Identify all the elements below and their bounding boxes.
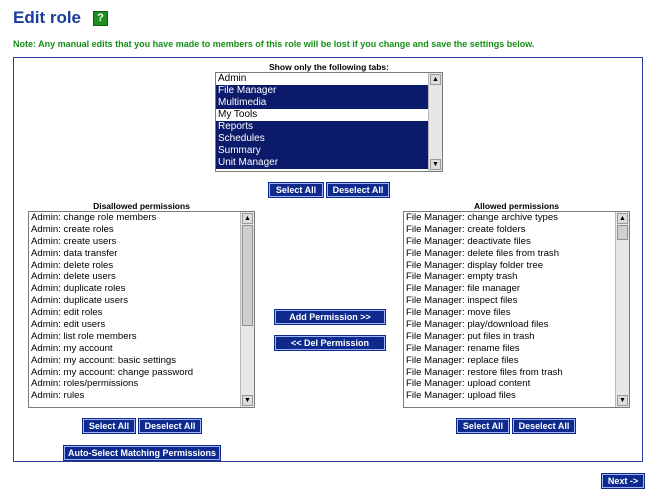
list-item[interactable]: Admin: list role members [31,330,137,342]
disallowed-scrollbar[interactable] [240,212,254,407]
list-item[interactable]: File Manager: upload files [406,390,516,402]
list-item[interactable]: File Manager: empty trash [406,271,518,283]
list-item[interactable]: Unit Manager [216,157,428,169]
list-item[interactable]: File Manager: move files [406,307,511,319]
allowed-scrollbar[interactable] [615,212,629,407]
list-item[interactable]: Admin: my account: change password [31,366,194,378]
list-item[interactable]: Admin: delete users [31,271,116,283]
list-item[interactable]: Admin: create roles [31,223,114,235]
allowed-label: Allowed permissions [473,201,560,211]
scrollbar-thumb[interactable] [242,225,253,326]
scroll-up-icon[interactable]: ▲ [242,213,253,224]
list-item[interactable]: File Manager: rename files [406,342,520,354]
list-item[interactable]: File Manager: upload content [406,378,531,390]
list-item[interactable]: File Manager: change archive types [406,212,558,223]
tabs-scrollbar[interactable] [428,73,442,171]
list-item[interactable]: Admin: my account [31,342,113,354]
tabs-listbox[interactable] [215,72,443,172]
list-item[interactable]: File Manager: create folders [406,223,526,235]
disallowed-label: Disallowed permissions [93,201,190,211]
list-item[interactable]: Admin: create users [31,235,117,247]
disallowed-deselect-all-button[interactable]: Deselect All [139,419,201,433]
disallowed-listbox[interactable] [28,211,255,408]
list-item[interactable]: Admin: edit roles [31,307,103,319]
list-item[interactable]: My Tools [218,109,258,120]
allowed-deselect-all-button[interactable]: Deselect All [513,419,575,433]
list-item[interactable]: Admin: change role members [31,212,157,223]
list-item[interactable]: Admin: edit users [31,319,106,331]
list-item[interactable]: Admin: my account: basic settings [31,354,177,366]
scroll-up-icon[interactable]: ▲ [617,213,628,224]
list-item[interactable]: Admin: rules [31,390,85,402]
tabs-label: Show only the following tabs: [269,62,389,72]
list-item[interactable]: Reports [216,121,428,133]
list-item[interactable]: File Manager [216,85,428,97]
list-item[interactable]: File Manager: file manager [406,283,521,295]
list-item[interactable]: Admin: duplicate roles [31,283,126,295]
help-icon[interactable]: ? [93,11,108,26]
list-item[interactable]: Admin: roles/permissions [31,378,139,390]
page-title: Edit role [13,8,82,27]
list-item[interactable]: Schedules [216,133,428,145]
list-item[interactable]: File Manager: put files in trash [406,330,535,342]
tabs-deselect-all-button[interactable]: Deselect All [327,183,389,197]
next-button[interactable]: Next -> [602,474,644,488]
list-item[interactable]: File Manager: restore files from trash [406,366,563,378]
allowed-listbox[interactable] [403,211,630,408]
list-item[interactable]: Admin: data transfer [31,247,118,259]
list-item[interactable]: File Manager: delete files from trash [406,247,560,259]
disallowed-select-all-button[interactable]: Select All [83,419,135,433]
auto-select-matching-button[interactable]: Auto-Select Matching Permissions [64,446,220,460]
list-item[interactable]: Summary [216,145,428,157]
list-item[interactable]: File Manager: display folder tree [406,259,544,271]
warning-note: Note: Any manual edits that you have made to members of this role will be lost if you change and save the settings below. [13,39,535,49]
add-permission-button[interactable]: Add Permission >> [275,310,385,324]
list-item[interactable]: File Manager: play/download files [406,319,549,331]
del-permission-button[interactable]: << Del Permission [275,336,385,350]
allowed-select-all-button[interactable]: Select All [457,419,509,433]
list-item[interactable]: File Manager: inspect files [406,295,518,307]
scroll-down-icon[interactable]: ▼ [430,159,441,170]
list-item[interactable]: Admin: delete roles [31,259,114,271]
list-item[interactable]: File Manager: deactivate files [406,235,531,247]
tabs-select-all-button[interactable]: Select All [269,183,323,197]
scroll-up-icon[interactable]: ▲ [430,74,441,85]
scrollbar-thumb[interactable] [617,225,628,240]
list-item[interactable]: File Manager: replace files [406,354,519,366]
list-item[interactable]: Admin [218,73,247,84]
scroll-down-icon[interactable]: ▼ [617,395,628,406]
list-item[interactable]: Admin: duplicate users [31,295,129,307]
scroll-down-icon[interactable]: ▼ [242,395,253,406]
list-item[interactable]: Multimedia [216,97,428,109]
